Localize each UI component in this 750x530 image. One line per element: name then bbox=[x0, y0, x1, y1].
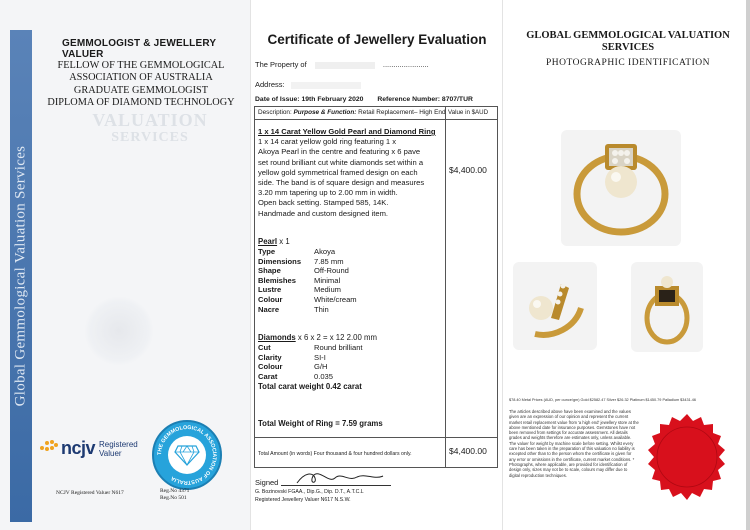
item-body-line: Akoya Pearl in the centre and featuring x 6 pave bbox=[258, 147, 421, 157]
certificate-title: Certificate of Jewellery Evaluation bbox=[267, 32, 487, 47]
watermark-emblem-icon bbox=[84, 296, 154, 366]
ncjv-logo bbox=[40, 438, 138, 459]
property-row bbox=[255, 60, 429, 69]
reference-label: Reference Number: bbox=[377, 96, 441, 103]
issue-date: 19th February 2020 bbox=[301, 96, 364, 103]
reg-number: Reg.No 4371 bbox=[160, 488, 190, 494]
signer-credentials: G. Bozinovski FGAA., Dip.G., Dip. D.T., A.T.C.L bbox=[255, 489, 364, 495]
spec-value: Thin bbox=[314, 304, 329, 314]
item-title: 1 x 14 Carat Yellow Gold Pearl and Diamond Ring bbox=[258, 127, 436, 136]
spec-key: Colour bbox=[258, 362, 283, 372]
item-description bbox=[258, 127, 444, 219]
address-label: Address: bbox=[255, 80, 285, 89]
spec-key: Cut bbox=[258, 343, 271, 352]
spec-row bbox=[258, 285, 357, 295]
spec-key: Shape bbox=[258, 266, 281, 276]
item-body-line: set round brilliant cut white diamonds set within a bbox=[258, 157, 424, 167]
ring-weight: Total Weight of Ring = 7.59 grams bbox=[258, 419, 383, 428]
pearl-specs bbox=[258, 247, 357, 314]
spec-value: G/H bbox=[314, 362, 328, 372]
spec-key: Dimensions bbox=[258, 256, 302, 266]
total-in-words: Total Amount (in words) Four thousand & four hundred dollars only. bbox=[258, 451, 412, 457]
photo-panel bbox=[502, 0, 750, 530]
pearl-count: x 1 bbox=[279, 237, 290, 246]
spec-value: 7.85 mm bbox=[314, 256, 344, 266]
column-divider bbox=[445, 107, 446, 467]
value-header: Value in $AUD bbox=[448, 109, 489, 116]
item-body-line: yellow gold symmetrical framed design on each bbox=[258, 167, 418, 177]
diamond-count: x 6 x 2 = x 12 2.00 mm bbox=[297, 333, 377, 342]
company-heading bbox=[513, 30, 743, 54]
purpose-value: Retail Replacement– High End bbox=[358, 109, 446, 116]
spec-value: Akoya bbox=[314, 247, 336, 256]
ring-side-icon bbox=[513, 262, 597, 350]
spec-row bbox=[258, 257, 357, 267]
row-divider bbox=[255, 119, 497, 120]
diamond-icon bbox=[168, 436, 206, 474]
page-edge bbox=[746, 0, 750, 530]
ncjv-wordmark: ncjv bbox=[61, 438, 96, 458]
watermark-valuation: VALUATION bbox=[92, 110, 208, 130]
signature-icon bbox=[295, 470, 385, 486]
spec-value: SI-I bbox=[314, 352, 326, 362]
disclaimer-text: The articles described above have been examined and the values given are an expression of our opinion and represent the current market retail replacement value from 'a high end' jewellery store at the above mentioned date for insurance purposes. Gemstones have not been removed from settings for accurate assessment. All details grades and weights therefore are estimates only, unless available. The valuer for weight by machine scale before setting. Whilst every care has been taken in the preparation of this valuation no liability is excepted other than to the person whom the certificate is given for any error or omissions in the certificate, current market conditions. * Photographs, where applicable, are provided for identification of design only, sizes may not be to scale, colours may differ due to digital reproduction techniques. bbox=[509, 409, 639, 478]
spec-row bbox=[258, 247, 357, 257]
spec-row bbox=[258, 362, 363, 372]
left-panel bbox=[0, 0, 250, 530]
description-header bbox=[258, 109, 446, 116]
diamond-specs bbox=[258, 343, 363, 381]
ncjv-caption-line: Registered bbox=[99, 439, 138, 449]
gaa-seal-logo bbox=[152, 420, 222, 490]
valuation-table bbox=[254, 106, 498, 468]
company-heading-line: SERVICES bbox=[601, 42, 655, 53]
property-label: The Property of bbox=[255, 60, 307, 69]
metal-prices: $78.40 Metal Prices (AUD, per ounce/gm) Gold $2582.47 Silver $26.32 Platinum $1450.79 Palladium $3431.46 bbox=[509, 398, 697, 402]
item-value: $4,400.00 bbox=[449, 165, 487, 175]
issue-row bbox=[255, 96, 473, 103]
credential-line: GRADUATE GEMMOLOGIST bbox=[73, 84, 209, 96]
total-value: $4,400.00 bbox=[449, 446, 487, 456]
issue-label: Date of Issue: bbox=[255, 96, 300, 103]
item-body-line: 3.20 mm tapering up to 2.00 mm in width. bbox=[258, 188, 398, 198]
item-body-line: Handmade and custom designed item. bbox=[258, 208, 389, 218]
photo-id-title: PHOTOGRAPHIC IDENTIFICATION bbox=[545, 58, 710, 68]
spec-value: Medium bbox=[314, 285, 342, 295]
spec-row bbox=[258, 353, 363, 363]
credential-line: DIPLOMA OF DIAMOND TECHNOLOGY bbox=[47, 97, 235, 109]
spec-key: Clarity bbox=[258, 352, 282, 362]
ncjv-registration: NCJV Registered Valuer N617 bbox=[56, 490, 124, 496]
ring-photo-back bbox=[631, 262, 703, 352]
ring-back-icon bbox=[631, 262, 703, 352]
item-body-line: side. The band is of square design and measures bbox=[258, 178, 425, 188]
spec-key: Type bbox=[258, 247, 276, 256]
ring-front-icon bbox=[561, 130, 681, 246]
diamond-heading: Diamonds bbox=[258, 333, 296, 342]
spec-value: White/cream bbox=[314, 294, 357, 304]
address-row bbox=[255, 80, 361, 89]
property-dots: ...................... bbox=[382, 60, 429, 69]
spec-key: Nacre bbox=[258, 304, 280, 314]
watermark-services: SERVICES bbox=[111, 130, 189, 145]
spec-row bbox=[258, 276, 357, 286]
spec-row bbox=[258, 343, 363, 353]
ncjv-caption-line: Valuer bbox=[99, 448, 122, 458]
spec-value: Minimal bbox=[314, 275, 341, 285]
purpose-label: Purpose & Function: bbox=[293, 109, 357, 116]
signature-line bbox=[281, 485, 391, 486]
redacted-name bbox=[315, 62, 375, 69]
pearl-section bbox=[258, 237, 357, 314]
ncjv-caption bbox=[99, 440, 138, 458]
ncjv-dots-icon bbox=[40, 440, 58, 458]
spec-row bbox=[258, 372, 363, 382]
total-carat-weight: Total carat weight 0.42 carat bbox=[258, 382, 362, 392]
certificate-panel bbox=[250, 0, 502, 530]
spine-text: Global Gemmological Valuation Services bbox=[12, 145, 29, 407]
company-heading-line: GLOBAL GEMMOLOGICAL VALUATION bbox=[526, 30, 730, 41]
signed-label: Signed bbox=[255, 478, 279, 487]
gaa-ring-label: THE GEMMOLOGICAL ASSOCIATION OF AUSTRALIA bbox=[156, 424, 218, 486]
description-label: Description: bbox=[258, 109, 292, 116]
spec-value: Round brilliant bbox=[314, 343, 363, 352]
spec-row bbox=[258, 295, 357, 305]
reg-number: Reg.No 501 bbox=[160, 495, 187, 501]
spec-value: Off-Round bbox=[314, 266, 349, 276]
reference-number: 8707/TUR bbox=[441, 96, 473, 103]
signer-registration: Registered Jewellery Valuer N617 N.S.W. bbox=[255, 497, 351, 503]
spec-key: Lustre bbox=[258, 285, 282, 295]
gaa-registration bbox=[160, 488, 189, 502]
credential-line: ASSOCIATION OF AUSTRALIA bbox=[69, 72, 213, 84]
credentials bbox=[36, 60, 246, 110]
red-seal-icon bbox=[641, 412, 733, 504]
spec-value: 0.035 bbox=[314, 371, 334, 381]
credential-line: FELLOW OF THE GEMMOLOGICAL bbox=[57, 60, 225, 71]
ring-photo-main bbox=[561, 130, 681, 246]
left-header: GEMMOLOGIST & JEWELLERY VALUER bbox=[62, 38, 217, 60]
spec-key: Colour bbox=[258, 294, 283, 304]
pearl-heading: Pearl bbox=[258, 237, 278, 246]
ring-photo-side bbox=[513, 262, 597, 350]
item-body-line: Open back setting. Stamped 585, 14K. bbox=[258, 198, 389, 208]
item-body-line: 1 x 14 carat yellow gold ring featuring 1 x bbox=[258, 137, 397, 147]
row-divider bbox=[255, 437, 497, 438]
spec-row bbox=[258, 266, 357, 276]
spec-row bbox=[258, 305, 357, 315]
spec-key: Carat bbox=[258, 371, 278, 381]
diamond-section bbox=[258, 333, 377, 391]
spec-key: Blemishes bbox=[258, 275, 296, 285]
redacted-address bbox=[291, 82, 361, 89]
